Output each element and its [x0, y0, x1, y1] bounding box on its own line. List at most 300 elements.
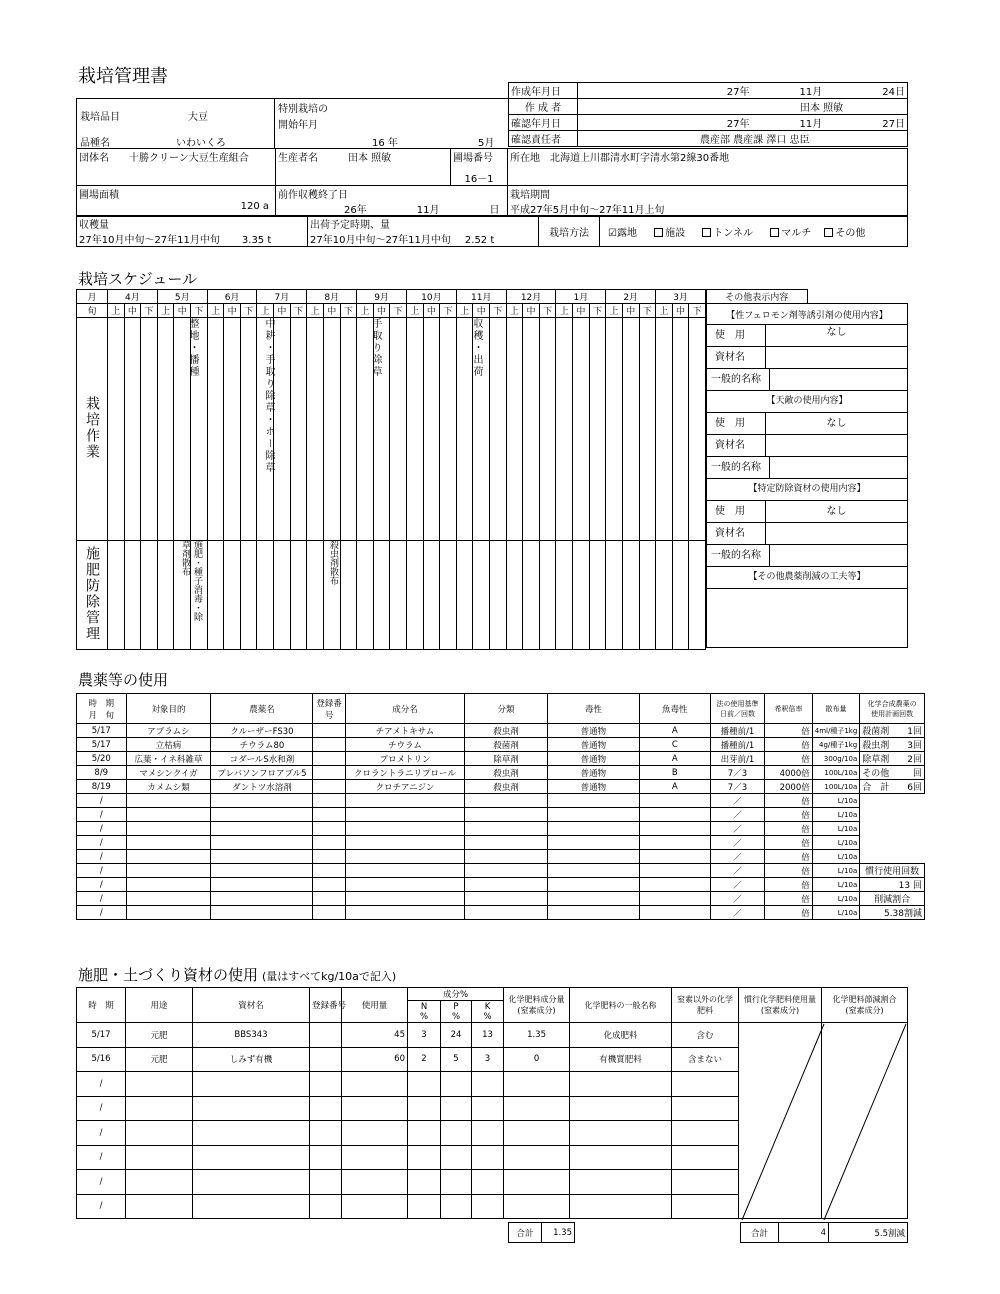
- method-shisetsu[interactable]: 施設: [654, 228, 685, 239]
- pest-plan-cell: [860, 808, 925, 822]
- fert-cell: [342, 1145, 408, 1170]
- work-cell: [689, 318, 706, 541]
- pest-cell: ／: [710, 808, 765, 822]
- jun-cell: 上: [606, 304, 623, 318]
- pest-cell: [211, 878, 313, 892]
- pest-cell: [211, 808, 313, 822]
- pest-cell: 7／3: [710, 780, 765, 794]
- crop-label: 栽培品目: [80, 112, 120, 123]
- work-cell: [124, 318, 141, 541]
- fert-cell: [342, 1121, 408, 1146]
- work-cell: [506, 318, 523, 541]
- pest-cell: 倍: [765, 822, 813, 836]
- fert-cell: [490, 541, 507, 650]
- special-use: なし: [826, 506, 847, 517]
- pest-cell: 殺虫剤: [465, 724, 548, 738]
- pest-cell: 殺虫剤: [465, 766, 548, 780]
- pest-cell: カメムシ類: [126, 780, 211, 794]
- fert-cell: [441, 1170, 472, 1195]
- pest-header-0: 時 期 月 旬: [77, 694, 127, 724]
- pest-cell: L/10a: [812, 906, 860, 920]
- pest-cell: [313, 738, 345, 752]
- fert-cell: [390, 541, 407, 650]
- jun-cell: 上: [307, 304, 324, 318]
- pest-cell: ／: [710, 906, 765, 920]
- pest-cell: 100L/10a: [812, 780, 860, 794]
- fert-cell: [672, 1096, 739, 1121]
- pest-plan-cell: [860, 850, 925, 864]
- pest-plan-cell: 合 計 6回: [860, 780, 925, 794]
- pest-cell: L/10a: [812, 794, 860, 808]
- pest-cell: [639, 878, 710, 892]
- month-1: 5月: [157, 290, 207, 304]
- jun-cell: 上: [357, 304, 374, 318]
- pest-cell: クロラントラニリプロール: [345, 766, 464, 780]
- work-4: 収穫・出荷: [471, 318, 482, 378]
- pest-cell: 2000倍: [765, 780, 813, 794]
- fert-cell: [441, 1096, 472, 1121]
- method-roji[interactable]: ☑露地: [608, 227, 637, 239]
- pest-cell: [126, 850, 211, 864]
- fert-header-13: 化学肥料節減割合 (窒素成分): [822, 988, 908, 1023]
- fert-cell: 元肥: [126, 1023, 193, 1048]
- fert-header-10: 化学肥料の一般名称: [570, 988, 672, 1023]
- fert-header-2: 資材名: [193, 988, 310, 1023]
- pest-header-4: 成分名: [345, 694, 464, 724]
- month-label: 月: [77, 290, 108, 304]
- fert-cell: [672, 1194, 739, 1219]
- pest-header-1: 対象目的: [126, 694, 211, 724]
- fert-cell: [441, 1194, 472, 1219]
- pest-cell: 殺菌剤: [465, 738, 548, 752]
- work-cell: [207, 318, 224, 541]
- pest-cell: [313, 808, 345, 822]
- pest-cell: [313, 864, 345, 878]
- created-label: 作成年月日: [509, 83, 578, 99]
- pest-cell: 100L/10a: [812, 766, 860, 780]
- pest-cell: 4000倍: [765, 766, 813, 780]
- pest-cell: ／: [710, 864, 765, 878]
- pest-header-8: 法の使用基準 日前／回数: [710, 694, 765, 724]
- fert-cell: [157, 541, 174, 650]
- fert-cell: [126, 1170, 193, 1195]
- pest-cell: 倍: [765, 724, 813, 738]
- fert-cell: [408, 1121, 441, 1146]
- pheromone-heading: 【性フェロモン剤等誘引剤の使用内容】: [707, 304, 908, 325]
- pest-cell: [639, 836, 710, 850]
- pest-cell: 播種前/1: [710, 724, 765, 738]
- jun-cell: 下: [240, 304, 257, 318]
- pest-cell: L/10a: [812, 808, 860, 822]
- work-cell: [108, 318, 125, 541]
- pest-cell: /: [77, 808, 127, 822]
- pest-cell: [465, 864, 548, 878]
- pest-cell: [126, 864, 211, 878]
- confirmed-date: 27年 11月 27日: [578, 115, 908, 131]
- fert-cell: 13: [472, 1023, 504, 1048]
- pest-cell: クルーザーFS30: [211, 724, 313, 738]
- pest-header-5: 分類: [465, 694, 548, 724]
- pest-cell: [639, 864, 710, 878]
- fert-cell: [473, 541, 490, 650]
- fert-cell: 3: [408, 1023, 441, 1048]
- special-year: 16 年: [372, 138, 398, 149]
- fert-cell: [504, 1096, 570, 1121]
- work-cell: [672, 318, 689, 541]
- pest-cell: [345, 878, 464, 892]
- pest-header-10: 散布量: [812, 694, 860, 724]
- pest-cell: L/10a: [812, 850, 860, 864]
- jun-cell: 中: [622, 304, 639, 318]
- work-cell: [406, 318, 423, 541]
- fert-cell: [193, 1096, 310, 1121]
- fert-cell: [570, 1194, 672, 1219]
- pest-cell: 倍: [765, 892, 813, 906]
- fert-header-11: 窒素以外の化学肥料: [672, 988, 739, 1023]
- jun-cell: 上: [157, 304, 174, 318]
- author: 田本 照敏: [578, 99, 908, 115]
- area-cell: 圃場面積 120 a: [77, 186, 276, 217]
- fert-total: [508, 1222, 575, 1243]
- jun-cell: 上: [207, 304, 224, 318]
- fert-cell: /: [77, 1096, 126, 1121]
- jun-label: 旬: [77, 304, 108, 318]
- jun-cell: 上: [456, 304, 473, 318]
- pesticide-table: [76, 693, 925, 920]
- fert-cell: /: [77, 1121, 126, 1146]
- fert-cell: [570, 1170, 672, 1195]
- work-cell: [423, 318, 440, 541]
- fert-cell: [639, 541, 656, 650]
- fert-cell: [126, 1194, 193, 1219]
- pest-cell: 普通物: [547, 780, 639, 794]
- pest-cell: [345, 892, 464, 906]
- fert-cell: [672, 1145, 739, 1170]
- work-cell: [539, 318, 556, 541]
- pest-cell: 普通物: [547, 752, 639, 766]
- fert-cell: [193, 1072, 310, 1097]
- fert-cell: 45: [342, 1023, 408, 1048]
- pest-cell: クロチアニジン: [345, 780, 464, 794]
- fert-cell: [423, 541, 440, 650]
- pest-cell: [211, 906, 313, 920]
- fert-cell: /: [77, 1194, 126, 1219]
- work-cell: [622, 318, 639, 541]
- pest-cell: [639, 822, 710, 836]
- pest-cell: 倍: [765, 808, 813, 822]
- fert-cell: /: [77, 1170, 126, 1195]
- month-7: 11月: [456, 290, 506, 304]
- page-title: 栽培管理書: [78, 66, 168, 87]
- fert-cell: [408, 1194, 441, 1219]
- jun-cell: 中: [672, 304, 689, 318]
- method-options: [600, 216, 908, 247]
- fert-cell: [672, 1072, 739, 1097]
- producer-cell: 生産者名 田本 照敏: [276, 149, 451, 186]
- fert-cell: [573, 541, 590, 650]
- work-label: 栽培作業: [77, 318, 108, 541]
- fert-cell: [441, 1072, 472, 1097]
- pest-cell: 倍: [765, 878, 813, 892]
- pest-cell: [547, 892, 639, 906]
- fert-cell: [570, 1145, 672, 1170]
- pest-cell: [126, 906, 211, 920]
- work-cell: [224, 318, 241, 541]
- pest-cell: [313, 822, 345, 836]
- work-cell: [290, 318, 307, 541]
- period-cell: 栽培期間 平成27年5月中旬～27年11月上旬: [508, 186, 908, 217]
- fert-cell: [408, 1170, 441, 1195]
- enemy-material-label: 資材名: [707, 435, 766, 456]
- pest-cell: L/10a: [812, 892, 860, 906]
- jun-cell: 下: [141, 304, 158, 318]
- fert-cell: [504, 1194, 570, 1219]
- pest-cell: アブラムシ: [126, 724, 211, 738]
- pest-cell: B: [639, 766, 710, 780]
- fert-cell: [440, 541, 457, 650]
- pest-cell: [465, 808, 548, 822]
- pest-cell: ／: [710, 794, 765, 808]
- table-row: [77, 794, 925, 808]
- fert-cell: [342, 1170, 408, 1195]
- pest-plan-cell: 削減割合: [860, 892, 925, 906]
- pest-plan-cell: 13 回: [860, 878, 925, 892]
- fert-cell: 有機質肥料: [570, 1047, 672, 1072]
- pest-cell: L/10a: [812, 864, 860, 878]
- pest-cell: A: [639, 752, 710, 766]
- enemy-generic-label: 一般的名称: [707, 457, 770, 478]
- reduce-heading: 【その他農薬削減の工夫等】: [706, 567, 908, 589]
- special-material-label: 資材名: [707, 523, 766, 544]
- pest-cell: L/10a: [812, 836, 860, 850]
- crop: 大豆: [188, 112, 208, 123]
- fert-cell: [274, 541, 291, 650]
- special-generic-label: 一般的名称: [707, 545, 770, 566]
- work-cell: [656, 318, 673, 541]
- pest-cell: 300g/10a: [812, 752, 860, 766]
- jun-cell: 上: [406, 304, 423, 318]
- author-label: 作 成 者: [509, 99, 578, 115]
- jun-cell: 下: [191, 304, 208, 318]
- pest-cell: [313, 836, 345, 850]
- pest-cell: 倍: [765, 752, 813, 766]
- method-label: 栽培方法: [539, 216, 600, 247]
- month-9: 1月: [556, 290, 606, 304]
- pest-cell: 倍: [765, 864, 813, 878]
- pest-cell: 除草剤: [465, 752, 548, 766]
- created-date: 27年 11月 24日: [578, 83, 908, 99]
- work-cell: [240, 318, 257, 541]
- pest-cell: /: [77, 850, 127, 864]
- fert-cell: 元肥: [126, 1047, 193, 1072]
- jun-cell: 中: [224, 304, 241, 318]
- fert-cell: [307, 541, 324, 650]
- jun-cell: 上: [257, 304, 274, 318]
- fert-cell: [310, 1170, 342, 1195]
- fert-total-value: 1.35: [542, 1223, 575, 1243]
- pest-cell: 5/17: [77, 724, 127, 738]
- fert-3: 殺虫剤散布: [328, 540, 338, 585]
- ship-cell: 出荷予定時期、量 27年10月中旬～27年11月中旬 2.52 t: [308, 216, 539, 247]
- work-cell: [323, 318, 340, 541]
- fert-cell: 含む: [672, 1023, 739, 1048]
- jun-cell: 下: [539, 304, 556, 318]
- pest-cell: A: [639, 780, 710, 794]
- fert-cell: [141, 541, 158, 650]
- table-row: [77, 892, 925, 906]
- pest-cell: [639, 808, 710, 822]
- jun-cell: 中: [423, 304, 440, 318]
- work-cell: [141, 318, 158, 541]
- fert-cell: しみず有機: [193, 1047, 310, 1072]
- pest-cell: 普通物: [547, 766, 639, 780]
- pher-material-label: 資材名: [707, 347, 766, 368]
- fert-cell: 1.35: [504, 1023, 570, 1048]
- pest-cell: [465, 850, 548, 864]
- resp-label: 確認責任者: [509, 131, 578, 147]
- fert-cell: [472, 1194, 504, 1219]
- pest-cell: [639, 892, 710, 906]
- method-other[interactable]: その他: [824, 228, 865, 239]
- pest-plan-cell: 5.38割減: [860, 906, 925, 920]
- fert-total2-label: 合計: [741, 1223, 779, 1243]
- pest-cell: [547, 822, 639, 836]
- pest-cell: 普通物: [547, 738, 639, 752]
- fert-header-6: N %: [408, 1001, 441, 1023]
- work-cell: [157, 318, 174, 541]
- pest-plan-cell: 殺虫剤 3回: [860, 738, 925, 752]
- pest-header-11: 化学合成農薬の 使用計画回数: [860, 694, 925, 724]
- table-row: [77, 766, 925, 780]
- special-heading: 【特定防除資材の使用内容】: [706, 479, 908, 501]
- method-tunnel[interactable]: トンネル: [702, 228, 753, 239]
- pest-cell: 普通物: [547, 724, 639, 738]
- pest-header-6: 毒性: [547, 694, 639, 724]
- jun-cell: 下: [390, 304, 407, 318]
- pest-header-2: 農薬名: [211, 694, 313, 724]
- fert-total2: [740, 1222, 908, 1243]
- pher-use-label: 使 用: [707, 325, 766, 346]
- pest-cell: [345, 808, 464, 822]
- pest-cell: [313, 780, 345, 794]
- pest-cell: ／: [710, 836, 765, 850]
- fert-cell: [126, 1145, 193, 1170]
- pest-cell: 殺虫剤: [465, 780, 548, 794]
- pest-cell: [345, 906, 464, 920]
- pest-cell: 8/19: [77, 780, 127, 794]
- fert-cell: [108, 541, 125, 650]
- fert-cell: [472, 1121, 504, 1146]
- fert-cell: 60: [342, 1047, 408, 1072]
- work-cell: [573, 318, 590, 541]
- month-6: 10月: [406, 290, 456, 304]
- fert-cell: [504, 1145, 570, 1170]
- fert-header-3: 登録番号: [310, 988, 342, 1023]
- method-mulch[interactable]: マルチ: [770, 228, 811, 239]
- pest-cell: /: [77, 906, 127, 920]
- pest-header-7: 魚毒性: [639, 694, 710, 724]
- fert-cell: 5: [441, 1047, 472, 1072]
- pest-cell: 出芽前/1: [710, 752, 765, 766]
- pest-cell: [465, 794, 548, 808]
- fert-cell: [539, 541, 556, 650]
- work-cell: [274, 318, 291, 541]
- work-cell: [307, 318, 324, 541]
- pher-use: なし: [826, 327, 847, 338]
- pest-cell: [465, 836, 548, 850]
- confirmed-label: 確認年月日: [509, 115, 578, 131]
- pest-cell: [313, 906, 345, 920]
- pest-plan-cell: [860, 836, 925, 850]
- pest-cell: プレバソンフロアブル5: [211, 766, 313, 780]
- jun-cell: 中: [274, 304, 291, 318]
- other-panel: [706, 289, 908, 325]
- fert-cell: [504, 1170, 570, 1195]
- fert-header-4: 使用量: [342, 988, 408, 1023]
- fert-cell: 5/16: [77, 1047, 126, 1072]
- fert-cell: [340, 541, 357, 650]
- pest-cell: 倍: [765, 738, 813, 752]
- variety-label: 品種名: [80, 138, 110, 149]
- jun-cell: 中: [573, 304, 590, 318]
- pest-cell: ／: [710, 822, 765, 836]
- fert-cell: 5/17: [77, 1023, 126, 1048]
- month-2: 6月: [207, 290, 257, 304]
- pest-plan-cell: [860, 822, 925, 836]
- pest-cell: [126, 878, 211, 892]
- month-5: 9月: [357, 290, 407, 304]
- pest-cell: ／: [710, 850, 765, 864]
- fert-cell: [504, 1072, 570, 1097]
- work-cell: [606, 318, 623, 541]
- pest-cell: [639, 850, 710, 864]
- group-cell: 団体名 十勝クリーン大豆生産組合: [77, 149, 276, 186]
- pest-cell: 倍: [765, 850, 813, 864]
- fert-cell: 化成肥料: [570, 1023, 672, 1048]
- fert-total2-value: 4: [779, 1223, 829, 1243]
- jun-cell: 上: [656, 304, 673, 318]
- pest-cell: 4g/種子1kg: [812, 738, 860, 752]
- pest-cell: 5/20: [77, 752, 127, 766]
- fert-cell: [408, 1072, 441, 1097]
- pest-cell: [126, 836, 211, 850]
- fert-cell: [556, 541, 573, 650]
- pest-cell: [211, 822, 313, 836]
- fert-cell: [656, 541, 673, 650]
- fert-cell: [622, 541, 639, 650]
- pest-cell: [345, 850, 464, 864]
- month-3: 7月: [257, 290, 307, 304]
- pest-header-9: 希釈倍率: [765, 694, 813, 724]
- other-title: その他表示内容: [707, 290, 808, 304]
- pesticide-title: 農薬等の使用: [78, 671, 169, 689]
- pest-cell: 8/9: [77, 766, 127, 780]
- field-no-cell: 圃場番号 16－1: [451, 149, 508, 186]
- table-row: [77, 780, 925, 794]
- work-2: 中耕・手取り除草・ホー除草: [263, 318, 274, 474]
- jun-cell: 中: [174, 304, 191, 318]
- pest-cell: 7／3: [710, 766, 765, 780]
- fert-cell: /: [77, 1072, 126, 1097]
- pest-cell: 倍: [765, 906, 813, 920]
- pest-plan-cell: その他 回: [860, 766, 925, 780]
- fert-cell: [193, 1145, 310, 1170]
- fert-cell: [472, 1072, 504, 1097]
- fert-cell: [589, 541, 606, 650]
- table-row: [77, 878, 925, 892]
- pest-cell: [211, 892, 313, 906]
- pest-cell: [211, 850, 313, 864]
